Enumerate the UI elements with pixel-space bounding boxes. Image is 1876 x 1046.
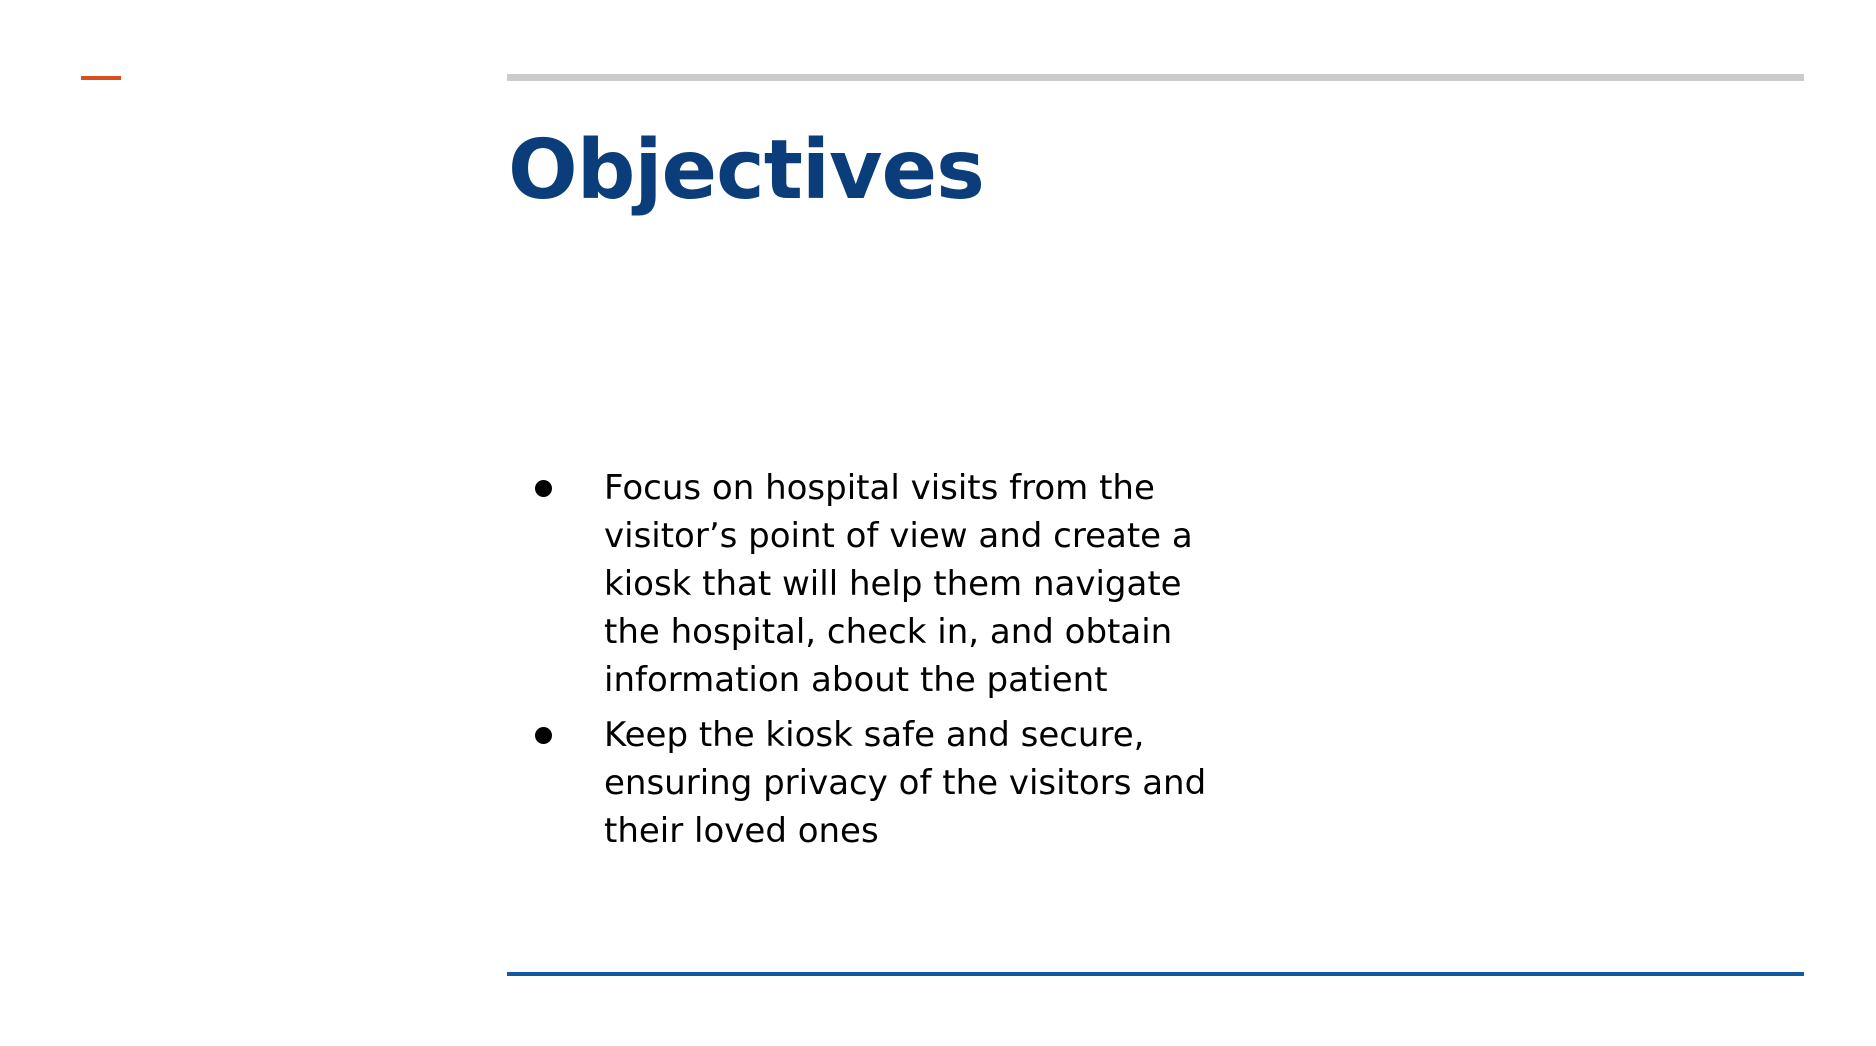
bottom-divider	[507, 972, 1804, 976]
bullet-dot-icon	[535, 480, 552, 497]
objectives-list	[532, 464, 1212, 862]
list-item	[532, 711, 1212, 855]
slide-title: Objectives	[508, 123, 984, 218]
bullet-text: Keep the kiosk safe and secure, ensuring privacy of the visitors and their loved ones	[604, 715, 1207, 851]
bullet-text: Focus on hospital visits from the visitor’s point of view and create a kiosk that will help them navigate the hospital, check in, and obtain information about the patient	[604, 468, 1193, 700]
top-divider	[507, 74, 1804, 81]
bullet-dot-icon	[535, 727, 552, 744]
accent-dash	[81, 76, 121, 80]
list-item	[532, 464, 1212, 704]
